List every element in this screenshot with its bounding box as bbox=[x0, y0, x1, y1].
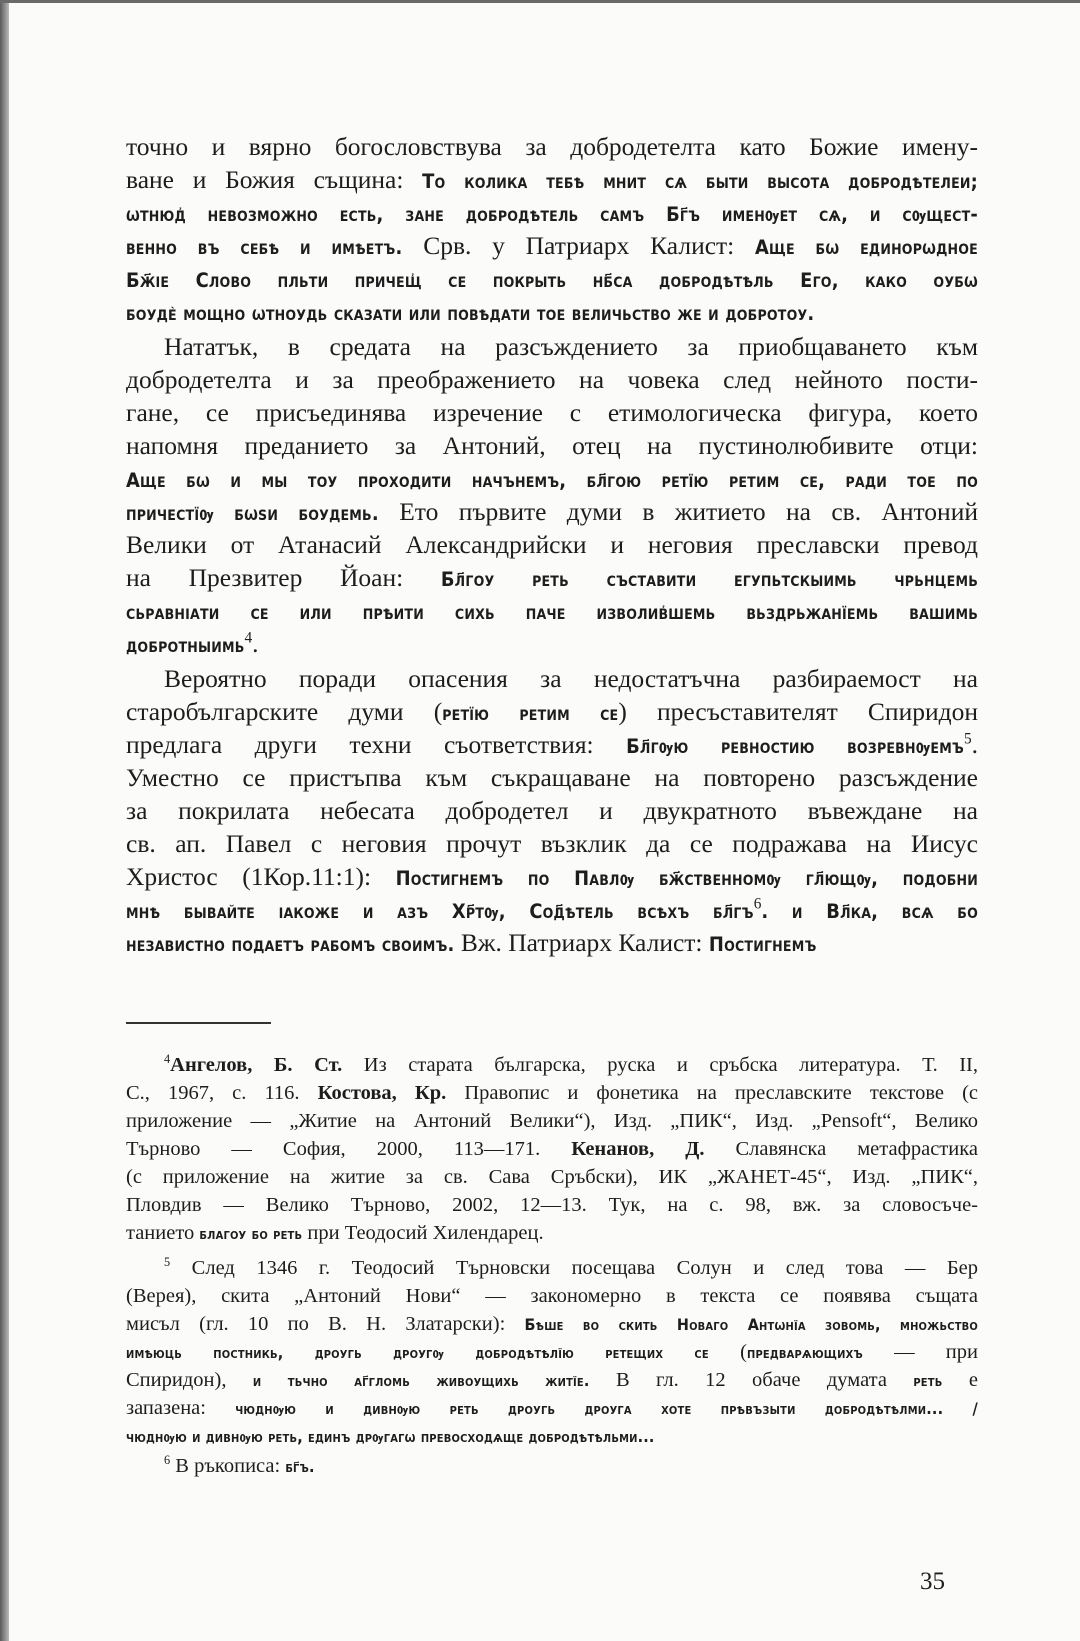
text-line bbox=[126, 695, 978, 728]
slavonic-quote: независтно подаетъ рабомъ своимъ. bbox=[126, 933, 461, 956]
footnote-separator bbox=[126, 1022, 271, 1024]
text-line bbox=[126, 495, 978, 528]
text-line bbox=[126, 1338, 978, 1366]
text: предлага други техни съответствия: bbox=[126, 730, 627, 759]
text: Ето първите думи в житието на св. Антоний bbox=[399, 497, 978, 526]
text: за покрилата небесата добродетел и двукратното въвеждане на bbox=[126, 796, 978, 825]
text-line bbox=[126, 1135, 978, 1163]
slavonic-quote: Бж҃іе Слово пльти причещ҆ се покрыть нб҃са добродѣтѣль Его, како оубѡ bbox=[126, 269, 978, 292]
slavonic-quote: Постигнемъ bbox=[708, 933, 817, 956]
text: В гл. 12 обаче думата bbox=[589, 1369, 914, 1391]
footnote-ref: 5 bbox=[164, 1255, 171, 1270]
footnote-ref: 4 bbox=[164, 1052, 171, 1067]
text: мисъл (гл. 10 по В. Н. Златарски): bbox=[126, 1313, 525, 1335]
text-line bbox=[126, 1163, 978, 1191]
text-line bbox=[126, 229, 978, 262]
text-line bbox=[126, 893, 978, 926]
paragraph bbox=[126, 130, 978, 328]
text-line bbox=[126, 462, 978, 495]
text: . bbox=[252, 629, 259, 658]
text: Христос (1Кор.11:1): bbox=[126, 862, 396, 891]
text-line bbox=[126, 1254, 978, 1282]
slavonic-quote: ѡтнюд҆ невозможно есть, зане добродѣтель самъ Бг҃ъ именѹет сѧ, и сѹщест- bbox=[126, 203, 978, 226]
footnote-ref: 5 bbox=[963, 730, 972, 748]
footnote bbox=[126, 1452, 978, 1480]
footnote bbox=[126, 1051, 978, 1247]
text: добродетелта и за преображението на човека след нейното пости- bbox=[126, 365, 978, 394]
text: Пловдив — Велико Търново, 2002, 12—13. Тук, на с. 98, вж. за словосъче- bbox=[126, 1194, 978, 1216]
text: Ангелов, Б. Ст. bbox=[170, 1054, 343, 1076]
text: Кенанов, Д. bbox=[571, 1138, 705, 1160]
slavonic-quote: реть bbox=[913, 1371, 943, 1390]
text: Велики от Атанасий Александрийски и неговия преславски превод bbox=[126, 530, 978, 559]
text: Из старата българска, руска и сръбска литература. Т. II, bbox=[342, 1054, 978, 1076]
slavonic-quote: Аще бѡ и мы тоу проходити начънемъ, бл҃гою ретїю ретим се, ради тое по bbox=[126, 469, 978, 492]
footnote-ref: 6 bbox=[753, 895, 762, 913]
text-line bbox=[126, 330, 978, 363]
slavonic-quote: То колика тебѣ мнит сѧ быти высота добродѣтелеи; bbox=[422, 170, 978, 193]
text-line bbox=[126, 860, 978, 893]
text-line bbox=[126, 163, 978, 196]
text-line bbox=[126, 627, 978, 660]
text: приложение — „Житие на Антоний Велики“), Изд. „ПИК“, Изд. „Pensoft“, Велико bbox=[126, 1110, 978, 1132]
text-line bbox=[126, 429, 978, 462]
text-line bbox=[126, 1079, 978, 1107]
text: Срв. у Патриарх Калист: bbox=[423, 231, 756, 260]
text-line bbox=[126, 662, 978, 695]
text-line bbox=[126, 196, 978, 229]
text: Нататък, в средата на разсъждението за приобщаването към bbox=[164, 332, 978, 361]
slavonic-quote: . и Вл҃ка, всѧ бо bbox=[761, 900, 978, 923]
slavonic-quote: имѣюць постникь, дроугь дроугѹ добродѣтѣлїю ретещих се bbox=[126, 1343, 741, 1362]
slavonic-quote: чюднѹю и дивнѹю реть, единъ дрѹгагѡ превосходѧще добродѣтѣльми... bbox=[126, 1427, 655, 1446]
text-line bbox=[126, 1282, 978, 1310]
paragraph bbox=[126, 330, 978, 660]
text: ( bbox=[740, 1341, 747, 1363]
slavonic-quote: Бѣше во скить Новаго Антѡнїа зовомь, множьство bbox=[524, 1315, 978, 1334]
text: В ръкописа: bbox=[170, 1455, 286, 1477]
text-line bbox=[126, 396, 978, 429]
text: Костова, Кр. bbox=[317, 1082, 447, 1104]
text: Спиридон), bbox=[126, 1369, 253, 1391]
text: Славянска метафрастика bbox=[704, 1138, 978, 1160]
slavonic-quote: Бл҃гѹю ревностию возревнѹемъ bbox=[626, 735, 964, 758]
slavonic-quote: сьравнıати се или прѣити сихь паче изволив҆шемь вьздрьжанїемь вашимь bbox=[126, 601, 978, 624]
text: ) пресъставителят Спиридон bbox=[618, 697, 978, 726]
text-line bbox=[126, 761, 978, 794]
text-line bbox=[126, 130, 978, 163]
text: Уместно се пристъпва към съкращаване на повторено разсъждение bbox=[126, 763, 978, 792]
text: (с приложение на житие за св. Сава Сръбски), ИК „ЖАНЕТ-45“, Изд. „ПИК“, bbox=[126, 1166, 978, 1188]
text-line bbox=[126, 1422, 978, 1450]
slavonic-quote: венно въ себѣ и имѣетъ. bbox=[126, 236, 424, 259]
slavonic-quote: причестїѹ бѡѕи боудемь. bbox=[126, 502, 400, 525]
text: св. ап. Павел с неговия прочут възклик да се подражава на Иисус bbox=[126, 829, 978, 858]
text: гане, се присъединява изречение с етимологическа фигура, което bbox=[126, 398, 978, 427]
slavonic-quote: бг҃ъ. bbox=[285, 1457, 315, 1476]
text: танието bbox=[126, 1222, 200, 1244]
slavonic-quote: чюднѹю и дивнѹю реть дроугь дроуга хоте прѣвъзыти добродѣтѣлми... / bbox=[235, 1399, 978, 1418]
text-line bbox=[126, 363, 978, 396]
slavonic-quote: и тьчно аг҃гломь живоущихь житїе. bbox=[252, 1371, 590, 1390]
text-line bbox=[126, 295, 978, 328]
slavonic-quote: Аще бѡ единорѡдное bbox=[755, 236, 978, 259]
text: ване и Божия същина: bbox=[126, 165, 423, 194]
text-line bbox=[126, 1051, 978, 1079]
text: С., 1967, с. 116. bbox=[126, 1082, 318, 1104]
text: при Теодосий Хилендарец. bbox=[302, 1222, 544, 1244]
text-line bbox=[126, 926, 978, 959]
text: . bbox=[971, 730, 978, 759]
text-line bbox=[126, 1394, 978, 1422]
text-line bbox=[126, 1191, 978, 1219]
scan-top-border bbox=[0, 0, 1080, 3]
text-line bbox=[126, 594, 978, 627]
slavonic-quote: ретїю ретим се bbox=[442, 702, 619, 725]
text: на Презвитер Йоан: bbox=[126, 563, 441, 592]
footnote-ref: 4 bbox=[244, 629, 253, 647]
text-line bbox=[126, 794, 978, 827]
text: — при bbox=[862, 1341, 978, 1363]
text: След 1346 г. Теодосий Търновски посещава Солун и след това — Бер bbox=[170, 1257, 978, 1279]
slavonic-quote: Постигнемъ по Павлѹ бж҃ственномѹ гл҃ющѹ, подобни bbox=[395, 867, 978, 890]
text: напомня преданието за Антоний, отец на пустинолюбивите отци: bbox=[126, 431, 978, 460]
footnote-ref: 6 bbox=[164, 1453, 171, 1468]
text-line bbox=[126, 1107, 978, 1135]
text-line bbox=[126, 827, 978, 860]
slavonic-quote: добротныимь bbox=[126, 634, 245, 657]
text-line bbox=[126, 1310, 978, 1338]
text-line bbox=[126, 262, 978, 295]
text: запазена: bbox=[126, 1397, 236, 1419]
text: Търново — София, 2000, 113—171. bbox=[126, 1138, 572, 1160]
text-line bbox=[126, 561, 978, 594]
text: точно и вярно богословствува за добродетелта като Божие имену- bbox=[126, 132, 978, 161]
text: е bbox=[942, 1369, 978, 1391]
slavonic-quote: Бл҃гоу реть съставити егупьтскыимь чрьнцемь bbox=[440, 568, 978, 591]
paragraph bbox=[126, 662, 978, 959]
text: Вж. Патриарх Калист: bbox=[460, 928, 709, 957]
text-line bbox=[126, 1366, 978, 1394]
footnote bbox=[126, 1254, 978, 1450]
text-line bbox=[126, 1452, 978, 1480]
slavonic-quote: боудѐ мощно ѡтноудь сказати или повѣдати тое величьство же и добротоу. bbox=[126, 302, 815, 325]
slavonic-quote: мнѣ бывайте ıакоже и азъ Хр҃тѹ, Сод҃ѣтель всѣхъ бл҃гъ bbox=[126, 900, 754, 923]
slavonic-quote: благоу бо реть bbox=[199, 1224, 303, 1243]
text: (Верея), скита „Антоний Нови“ — закономерно в текста се появява същата bbox=[126, 1285, 978, 1307]
text: Правопис и фонетика на преславските текстове (с bbox=[446, 1082, 979, 1104]
text: Вероятно поради опасения за недостатъчна разбираемост на bbox=[164, 664, 978, 693]
text-line bbox=[126, 528, 978, 561]
scan-page-edge bbox=[0, 0, 9, 1641]
text-line bbox=[126, 728, 978, 761]
text: старобългарските думи ( bbox=[126, 697, 443, 726]
page-number: 35 bbox=[920, 1568, 945, 1595]
slavonic-quote: предварѧющихъ bbox=[746, 1343, 863, 1362]
text-line bbox=[126, 1219, 978, 1247]
